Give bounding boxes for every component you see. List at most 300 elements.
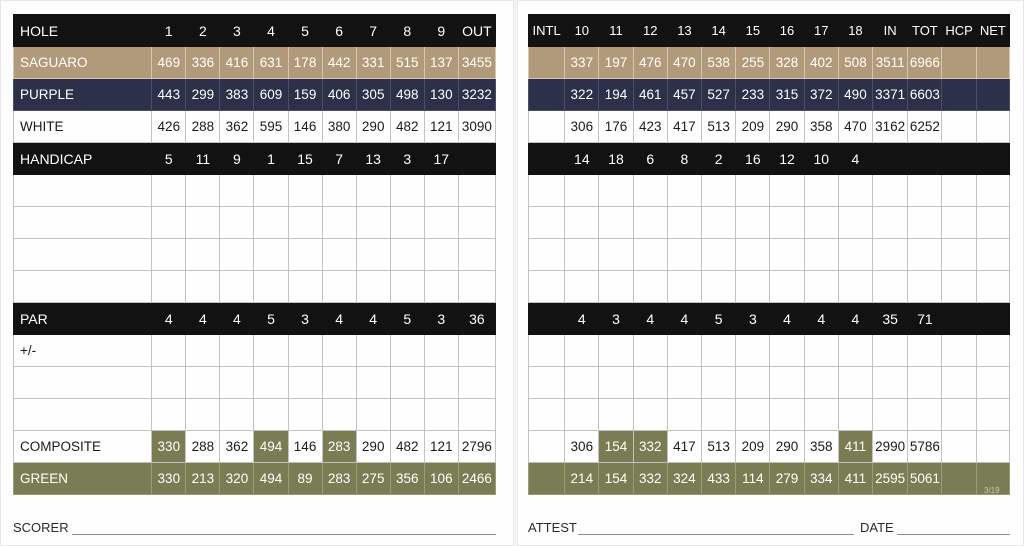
score-cell[interactable] — [220, 399, 254, 431]
composite-col-4: 417 — [667, 431, 701, 463]
header-hole-7: 7 — [356, 15, 390, 47]
score-cell[interactable] — [529, 335, 565, 367]
front-handicap-row — [14, 143, 496, 175]
par-hole-3: 4 — [220, 303, 254, 335]
score-cell[interactable] — [152, 207, 186, 239]
white-hole-3: 362 — [220, 111, 254, 143]
score-cell[interactable] — [702, 239, 736, 271]
composite-col-6: 209 — [736, 431, 770, 463]
score-cell[interactable] — [529, 239, 565, 271]
composite-hole-4: 494 — [254, 431, 288, 463]
score-cell[interactable] — [458, 175, 495, 207]
score-cell[interactable] — [873, 335, 908, 367]
score-cell[interactable] — [288, 175, 322, 207]
score-cell[interactable] — [565, 271, 599, 303]
score-cell[interactable] — [599, 175, 633, 207]
score-cell[interactable] — [770, 239, 804, 271]
score-cell[interactable] — [976, 207, 1009, 239]
score-cell[interactable] — [838, 367, 872, 399]
par-col-11: 71 — [908, 303, 942, 335]
score-cell[interactable] — [254, 239, 288, 271]
header-col-9: 18 — [838, 15, 872, 47]
score-cell[interactable] — [458, 367, 495, 399]
score-cell[interactable] — [186, 175, 220, 207]
par-col-10: 35 — [873, 303, 908, 335]
score-cell[interactable] — [804, 207, 838, 239]
score-cell[interactable] — [804, 271, 838, 303]
score-cell[interactable] — [908, 271, 942, 303]
score-cell[interactable] — [667, 239, 701, 271]
score-cell[interactable] — [424, 399, 458, 431]
score-cell[interactable] — [873, 239, 908, 271]
score-cell[interactable] — [529, 367, 565, 399]
plusminus-hole-9[interactable] — [424, 335, 458, 367]
plusminus-hole-10[interactable] — [458, 335, 495, 367]
header-hole-6: 6 — [322, 15, 356, 47]
front-purple-row — [14, 79, 496, 111]
score-entry-row — [529, 367, 1010, 399]
composite-hole-5: 146 — [288, 431, 322, 463]
composite-hole-6: 283 — [322, 431, 356, 463]
green-col-5: 433 — [702, 463, 736, 495]
score-cell[interactable] — [633, 207, 667, 239]
purple-hole-7: 305 — [356, 79, 390, 111]
score-cell[interactable] — [186, 367, 220, 399]
score-cell[interactable] — [322, 367, 356, 399]
score-cell[interactable] — [942, 175, 976, 207]
score-cell[interactable] — [908, 399, 942, 431]
score-cell[interactable] — [322, 239, 356, 271]
green-col-7: 279 — [770, 463, 804, 495]
score-cell[interactable] — [702, 175, 736, 207]
score-cell[interactable] — [599, 367, 633, 399]
score-cell[interactable] — [633, 399, 667, 431]
score-cell[interactable] — [390, 271, 424, 303]
back-purple-row — [529, 79, 1010, 111]
plusminus-hole-4[interactable] — [254, 335, 288, 367]
header-hole-8: 8 — [390, 15, 424, 47]
composite-col-7: 290 — [770, 431, 804, 463]
score-cell[interactable] — [529, 207, 565, 239]
player-name-cell[interactable] — [14, 399, 152, 431]
score-cell[interactable] — [908, 207, 942, 239]
handicap-hole-7: 13 — [356, 143, 390, 175]
purple-col-2: 194 — [599, 79, 633, 111]
handicap-hole-1: 5 — [152, 143, 186, 175]
score-cell[interactable] — [736, 207, 770, 239]
score-cell[interactable] — [288, 207, 322, 239]
score-cell[interactable] — [942, 271, 976, 303]
saguaro-col-3: 476 — [633, 47, 667, 79]
handicap-col-0 — [529, 143, 565, 175]
score-cell[interactable] — [254, 399, 288, 431]
score-cell[interactable] — [599, 271, 633, 303]
composite-hole-10: 2796 — [458, 431, 495, 463]
back-par-row — [529, 303, 1010, 335]
white-hole-2: 288 — [186, 111, 220, 143]
green-hole-2: 213 — [186, 463, 220, 495]
green-hole-6: 283 — [322, 463, 356, 495]
purple-col-0 — [529, 79, 565, 111]
score-cell[interactable] — [667, 271, 701, 303]
attest-signature-line[interactable] — [578, 534, 854, 535]
saguaro-col-9: 508 — [838, 47, 872, 79]
purple-col-12 — [942, 79, 976, 111]
purple-col-5: 527 — [702, 79, 736, 111]
header-hole-9: 9 — [424, 15, 458, 47]
player-name-cell[interactable] — [14, 239, 152, 271]
score-cell[interactable] — [770, 399, 804, 431]
header-col-11: TOT — [908, 15, 942, 47]
score-cell[interactable] — [873, 207, 908, 239]
handicap-hole-5: 15 — [288, 143, 322, 175]
score-cell[interactable] — [220, 271, 254, 303]
score-cell[interactable] — [254, 271, 288, 303]
score-cell[interactable] — [804, 175, 838, 207]
score-cell[interactable] — [220, 239, 254, 271]
purple-hole-2: 299 — [186, 79, 220, 111]
date-line[interactable] — [897, 534, 1010, 535]
plusminus-hole-6[interactable] — [322, 335, 356, 367]
score-cell[interactable] — [976, 399, 1009, 431]
score-cell[interactable] — [736, 335, 770, 367]
score-cell[interactable] — [565, 239, 599, 271]
green-col-12 — [942, 463, 976, 495]
white-col-8: 358 — [804, 111, 838, 143]
saguaro-col-12 — [942, 47, 976, 79]
score-cell[interactable] — [736, 271, 770, 303]
score-cell[interactable] — [565, 367, 599, 399]
green-col-6: 114 — [736, 463, 770, 495]
score-entry-row — [529, 175, 1010, 207]
score-cell[interactable] — [873, 399, 908, 431]
score-cell[interactable] — [633, 175, 667, 207]
score-cell[interactable] — [702, 367, 736, 399]
green-hole-10: 2466 — [458, 463, 495, 495]
score-cell[interactable] — [770, 207, 804, 239]
attest-label: ATTEST — [528, 520, 577, 535]
score-cell[interactable] — [288, 271, 322, 303]
score-cell[interactable] — [565, 399, 599, 431]
score-cell[interactable] — [424, 239, 458, 271]
front-white-row — [14, 111, 496, 143]
par-col-7: 4 — [770, 303, 804, 335]
score-cell[interactable] — [838, 335, 872, 367]
saguaro-hole-7: 331 — [356, 47, 390, 79]
player-name-cell[interactable] — [14, 207, 152, 239]
score-cell[interactable] — [976, 367, 1009, 399]
score-cell[interactable] — [322, 271, 356, 303]
par-col-12 — [942, 303, 976, 335]
score-cell[interactable] — [152, 239, 186, 271]
score-cell[interactable] — [804, 399, 838, 431]
par-hole-2: 4 — [186, 303, 220, 335]
player-name-cell[interactable] — [14, 175, 152, 207]
score-cell[interactable] — [804, 335, 838, 367]
score-cell[interactable] — [599, 399, 633, 431]
handicap-hole-2: 11 — [186, 143, 220, 175]
composite-col-0 — [529, 431, 565, 463]
score-cell[interactable] — [390, 207, 424, 239]
score-cell[interactable] — [390, 399, 424, 431]
score-cell[interactable] — [458, 239, 495, 271]
score-cell[interactable] — [458, 271, 495, 303]
saguaro-col-6: 255 — [736, 47, 770, 79]
purple-hole-8: 498 — [390, 79, 424, 111]
score-cell[interactable] — [976, 175, 1009, 207]
green-label: GREEN — [14, 463, 152, 495]
score-entry-row — [529, 271, 1010, 303]
white-hole-1: 426 — [152, 111, 186, 143]
saguaro-hole-8: 515 — [390, 47, 424, 79]
player-name-cell[interactable] — [14, 271, 152, 303]
back-handicap-row — [529, 143, 1010, 175]
score-cell[interactable] — [424, 207, 458, 239]
score-cell[interactable] — [667, 367, 701, 399]
score-cell[interactable] — [667, 335, 701, 367]
purple-hole-6: 406 — [322, 79, 356, 111]
score-cell[interactable] — [873, 367, 908, 399]
header-hole-2: 2 — [186, 15, 220, 47]
saguaro-col-10: 3511 — [873, 47, 908, 79]
saguaro-col-7: 328 — [770, 47, 804, 79]
white-col-10: 3162 — [873, 111, 908, 143]
score-cell[interactable] — [736, 175, 770, 207]
score-cell[interactable] — [356, 271, 390, 303]
par-col-1: 4 — [565, 303, 599, 335]
plusminus-label: +/- — [14, 335, 152, 367]
score-cell[interactable] — [633, 335, 667, 367]
par-hole-9: 3 — [424, 303, 458, 335]
score-cell[interactable] — [838, 207, 872, 239]
back-nine-scorecard — [528, 14, 1010, 495]
score-cell[interactable] — [186, 399, 220, 431]
par-col-3: 4 — [633, 303, 667, 335]
score-cell[interactable] — [356, 367, 390, 399]
score-cell[interactable] — [288, 239, 322, 271]
player-name-cell[interactable] — [14, 367, 152, 399]
purple-col-7: 315 — [770, 79, 804, 111]
saguaro-hole-3: 416 — [220, 47, 254, 79]
score-entry-row — [14, 399, 496, 431]
front-composite-row — [14, 431, 496, 463]
saguaro-label: SAGUARO — [14, 47, 152, 79]
score-cell[interactable] — [633, 271, 667, 303]
score-cell[interactable] — [804, 239, 838, 271]
score-cell[interactable] — [529, 271, 565, 303]
score-cell[interactable] — [152, 175, 186, 207]
score-cell[interactable] — [702, 399, 736, 431]
score-cell[interactable] — [770, 367, 804, 399]
score-cell[interactable] — [220, 367, 254, 399]
handicap-hole-6: 7 — [322, 143, 356, 175]
score-cell[interactable] — [736, 367, 770, 399]
purple-hole-5: 159 — [288, 79, 322, 111]
score-cell[interactable] — [942, 367, 976, 399]
score-cell[interactable] — [424, 175, 458, 207]
score-cell[interactable] — [976, 335, 1009, 367]
score-cell[interactable] — [529, 399, 565, 431]
score-cell[interactable] — [667, 207, 701, 239]
score-entry-row — [529, 335, 1010, 367]
score-cell[interactable] — [254, 207, 288, 239]
scorer-signature-line[interactable] — [72, 534, 496, 535]
score-cell[interactable] — [186, 239, 220, 271]
score-cell[interactable] — [424, 367, 458, 399]
white-col-2: 176 — [599, 111, 633, 143]
score-cell[interactable] — [152, 399, 186, 431]
score-cell[interactable] — [942, 399, 976, 431]
purple-col-1: 322 — [565, 79, 599, 111]
score-cell[interactable] — [356, 399, 390, 431]
score-cell[interactable] — [976, 239, 1009, 271]
purple-hole-10: 3232 — [458, 79, 495, 111]
saguaro-col-0 — [529, 47, 565, 79]
score-cell[interactable] — [152, 271, 186, 303]
saguaro-hole-6: 442 — [322, 47, 356, 79]
score-cell[interactable] — [424, 271, 458, 303]
purple-col-13 — [976, 79, 1009, 111]
score-cell[interactable] — [942, 335, 976, 367]
front-saguaro-row — [14, 47, 496, 79]
score-cell[interactable] — [322, 207, 356, 239]
score-cell[interactable] — [565, 175, 599, 207]
score-cell[interactable] — [599, 239, 633, 271]
score-cell[interactable] — [770, 175, 804, 207]
composite-col-2: 154 — [599, 431, 633, 463]
score-cell[interactable] — [565, 207, 599, 239]
par-col-8: 4 — [804, 303, 838, 335]
score-cell[interactable] — [322, 399, 356, 431]
score-cell[interactable] — [908, 175, 942, 207]
score-cell[interactable] — [873, 271, 908, 303]
green-col-8: 334 — [804, 463, 838, 495]
score-cell[interactable] — [186, 271, 220, 303]
score-cell[interactable] — [838, 399, 872, 431]
score-cell[interactable] — [356, 175, 390, 207]
handicap-col-10 — [873, 143, 908, 175]
score-cell[interactable] — [186, 207, 220, 239]
plusminus-hole-2[interactable] — [186, 335, 220, 367]
score-cell[interactable] — [736, 399, 770, 431]
par-hole-10: 36 — [458, 303, 495, 335]
score-cell[interactable] — [908, 367, 942, 399]
score-cell[interactable] — [942, 239, 976, 271]
saguaro-col-11: 6966 — [908, 47, 942, 79]
score-cell[interactable] — [390, 239, 424, 271]
white-hole-7: 290 — [356, 111, 390, 143]
white-col-12 — [942, 111, 976, 143]
plusminus-hole-3[interactable] — [220, 335, 254, 367]
handicap-col-1: 14 — [565, 143, 599, 175]
score-cell[interactable] — [458, 207, 495, 239]
score-cell[interactable] — [356, 207, 390, 239]
plusminus-hole-5[interactable] — [288, 335, 322, 367]
score-cell[interactable] — [770, 335, 804, 367]
green-hole-8: 356 — [390, 463, 424, 495]
score-cell[interactable] — [908, 335, 942, 367]
header-col-3: 12 — [633, 15, 667, 47]
score-cell[interactable] — [356, 239, 390, 271]
white-col-5: 513 — [702, 111, 736, 143]
score-cell[interactable] — [667, 175, 701, 207]
saguaro-col-8: 402 — [804, 47, 838, 79]
score-cell[interactable] — [804, 367, 838, 399]
par-hole-4: 5 — [254, 303, 288, 335]
green-col-4: 324 — [667, 463, 701, 495]
composite-col-9: 411 — [838, 431, 872, 463]
score-cell[interactable] — [390, 175, 424, 207]
plusminus-hole-8[interactable] — [390, 335, 424, 367]
composite-col-11: 5786 — [908, 431, 942, 463]
handicap-col-8: 10 — [804, 143, 838, 175]
score-cell[interactable] — [702, 207, 736, 239]
saguaro-hole-10: 3455 — [458, 47, 495, 79]
score-cell[interactable] — [736, 239, 770, 271]
score-cell[interactable] — [220, 207, 254, 239]
score-cell[interactable] — [529, 175, 565, 207]
plusminus-hole-7[interactable] — [356, 335, 390, 367]
saguaro-hole-4: 631 — [254, 47, 288, 79]
score-cell[interactable] — [838, 239, 872, 271]
score-cell[interactable] — [702, 271, 736, 303]
score-cell[interactable] — [873, 175, 908, 207]
score-cell[interactable] — [838, 271, 872, 303]
score-cell[interactable] — [599, 335, 633, 367]
score-cell[interactable] — [152, 367, 186, 399]
score-cell[interactable] — [908, 239, 942, 271]
par-hole-5: 3 — [288, 303, 322, 335]
white-col-6: 209 — [736, 111, 770, 143]
score-cell[interactable] — [254, 175, 288, 207]
score-cell[interactable] — [599, 207, 633, 239]
green-hole-1: 330 — [152, 463, 186, 495]
score-cell[interactable] — [633, 367, 667, 399]
handicap-col-3: 6 — [633, 143, 667, 175]
par-col-9: 4 — [838, 303, 872, 335]
score-cell[interactable] — [288, 367, 322, 399]
white-hole-10: 3090 — [458, 111, 495, 143]
plusminus-hole-1[interactable] — [152, 335, 186, 367]
score-cell[interactable] — [390, 367, 424, 399]
handicap-col-11 — [908, 143, 942, 175]
score-cell[interactable] — [565, 335, 599, 367]
back-saguaro-row — [529, 47, 1010, 79]
front-header-row — [14, 15, 496, 47]
score-cell[interactable] — [976, 271, 1009, 303]
score-cell[interactable] — [220, 175, 254, 207]
score-cell[interactable] — [254, 367, 288, 399]
score-cell[interactable] — [942, 207, 976, 239]
score-cell[interactable] — [458, 399, 495, 431]
par-label: PAR — [14, 303, 152, 335]
score-cell[interactable] — [702, 335, 736, 367]
score-cell[interactable] — [633, 239, 667, 271]
score-cell[interactable] — [770, 271, 804, 303]
scorer-label: SCORER — [13, 520, 69, 535]
header-col-0: INTL — [529, 15, 565, 47]
score-cell[interactable] — [838, 175, 872, 207]
score-cell[interactable] — [322, 175, 356, 207]
white-col-9: 470 — [838, 111, 872, 143]
score-cell[interactable] — [288, 399, 322, 431]
header-col-8: 17 — [804, 15, 838, 47]
green-hole-3: 320 — [220, 463, 254, 495]
score-cell[interactable] — [667, 399, 701, 431]
header-hole-1: 1 — [152, 15, 186, 47]
back-white-row — [529, 111, 1010, 143]
header-col-6: 15 — [736, 15, 770, 47]
